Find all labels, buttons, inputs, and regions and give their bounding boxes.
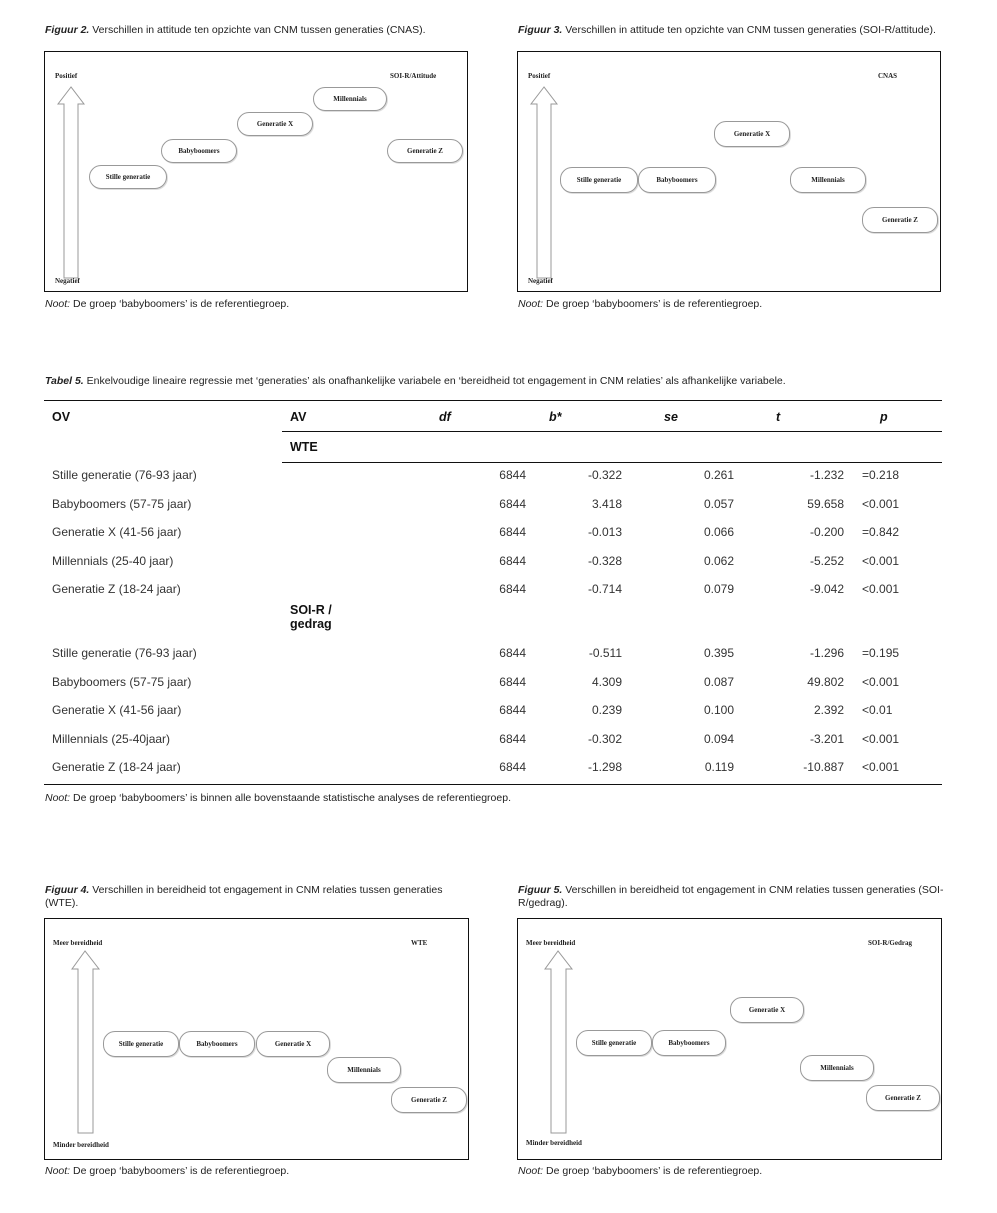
table-bottom-rule bbox=[44, 784, 942, 785]
table-cell: 6844 bbox=[499, 760, 526, 774]
pill-babyboomers: Babyboomers bbox=[638, 167, 716, 193]
pill-generatie-x: Generatie X bbox=[237, 112, 313, 136]
row-label: Generatie Z (18-24 jaar) bbox=[52, 760, 181, 774]
table-cell: =0.842 bbox=[862, 525, 900, 539]
header-b: b* bbox=[549, 410, 562, 424]
figure-5-caption: Figuur 5. Verschillen in bereidheid tot engagement in CNM relaties tussen generaties (SOI-R/gedrag). bbox=[518, 884, 944, 909]
table-cell: 6844 bbox=[499, 496, 526, 511]
pill-millennials: Millennials bbox=[327, 1057, 401, 1083]
header-p: p bbox=[880, 410, 888, 424]
figure-4-note: Noot: De groep ‘babyboomers’ is de referentiegroep. bbox=[45, 1165, 290, 1177]
table-cell: -1.298 bbox=[587, 760, 622, 774]
table-cell: 59.658 bbox=[807, 496, 844, 511]
axis-top-label: Meer bereidheid bbox=[526, 939, 576, 947]
table-cell: 0.119 bbox=[704, 760, 734, 774]
figure-2-note: Noot: De groep ‘babyboomers’ is de referentiegroep. bbox=[45, 298, 290, 310]
table-cell: 0.057 bbox=[703, 496, 734, 511]
group-soi-r-gedrag: SOI-R / gedrag bbox=[290, 603, 332, 631]
table-cell: -3.201 bbox=[809, 731, 844, 746]
table-cell: 49.802 bbox=[807, 674, 844, 689]
header-ov: OV bbox=[52, 410, 71, 424]
pill-babyboomers: Babyboomers bbox=[179, 1031, 255, 1057]
header-df: df bbox=[439, 410, 451, 424]
table-cell: -0.322 bbox=[587, 468, 622, 482]
table-cell: 0.087 bbox=[703, 674, 734, 689]
table-cell: 4.309 bbox=[591, 674, 622, 689]
header-se: se bbox=[664, 410, 678, 424]
table-cell: 0.395 bbox=[703, 646, 734, 660]
pill-generatie-z: Generatie Z bbox=[391, 1087, 467, 1113]
table-top-rule bbox=[44, 400, 942, 401]
axis-bottom-label: Minder bereidheid bbox=[53, 1141, 109, 1149]
row-label: Stille generatie (76-93 jaar) bbox=[52, 468, 197, 482]
table-cell: 0.079 bbox=[703, 582, 734, 596]
table-cell: 6844 bbox=[499, 731, 526, 746]
table-cell: 6844 bbox=[499, 525, 526, 539]
table-cell: =0.218 bbox=[862, 468, 900, 482]
pill-stille-generatie: Stille generatie bbox=[103, 1031, 179, 1057]
table-cell: =0.195 bbox=[862, 646, 900, 660]
axis-top-label: Positief bbox=[528, 72, 551, 80]
row-label: Babyboomers (57-75 jaar) bbox=[52, 674, 192, 689]
row-label: Stille generatie (76-93 jaar) bbox=[52, 646, 197, 660]
table-cell: -5.252 bbox=[809, 553, 844, 568]
row-label: Millennials (25-40jaar) bbox=[52, 731, 171, 746]
table-cell: 6844 bbox=[499, 582, 526, 596]
pill-generatie-x: Generatie X bbox=[730, 997, 804, 1023]
table-cell: -0.714 bbox=[587, 582, 622, 596]
axis-bottom-label: Minder bereidheid bbox=[526, 1139, 582, 1147]
table-cell: 6844 bbox=[499, 674, 526, 689]
group-rule bbox=[282, 462, 942, 463]
pill-millennials: Millennials bbox=[790, 167, 866, 193]
pill-generatie-z: Generatie Z bbox=[866, 1085, 940, 1111]
axis-top-label: Positief bbox=[55, 72, 78, 80]
table-cell: <0.01 bbox=[862, 703, 893, 717]
table-cell: 6844 bbox=[499, 703, 526, 717]
table-cell: -0.200 bbox=[809, 525, 844, 539]
pill-stille-generatie: Stille generatie bbox=[560, 167, 638, 193]
row-label: Generatie X (41-56 jaar) bbox=[52, 703, 182, 717]
figure-5-box bbox=[517, 918, 942, 1160]
header-t: t bbox=[776, 410, 781, 424]
table-cell: 0.100 bbox=[703, 703, 734, 717]
table-cell: -0.328 bbox=[587, 553, 622, 568]
group-wte: WTE bbox=[290, 440, 318, 454]
axis-bottom-label: Negatief bbox=[55, 277, 80, 285]
pill-stille-generatie: Stille generatie bbox=[89, 165, 167, 189]
header-av: AV bbox=[290, 410, 307, 424]
pill-millennials: Millennials bbox=[313, 87, 387, 111]
row-label: Babyboomers (57-75 jaar) bbox=[52, 496, 192, 511]
table-cell: 6844 bbox=[499, 553, 526, 568]
figure-4-box bbox=[44, 918, 469, 1160]
pill-generatie-x: Generatie X bbox=[256, 1031, 330, 1057]
figure-corner-label: SOI-R/Gedrag bbox=[868, 939, 912, 947]
table-cell: 0.066 bbox=[703, 525, 734, 539]
figure-4-caption: Figuur 4. Verschillen in bereidheid tot engagement in CNM relaties tussen generaties (WTE). bbox=[45, 884, 443, 909]
table-cell: 0.239 bbox=[591, 703, 622, 717]
pill-generatie-z: Generatie Z bbox=[387, 139, 463, 163]
figure-corner-label: SOI-R/Attitude bbox=[390, 72, 437, 80]
axis-top-label: Meer bereidheid bbox=[53, 939, 103, 947]
table-cell: 3.418 bbox=[591, 496, 622, 511]
figure-2-caption: Figuur 2. Verschillen in attitude ten opzichte van CNM tussen generaties (CNAS). bbox=[45, 24, 426, 36]
figure-5-note: Noot: De groep ‘babyboomers’ is de referentiegroep. bbox=[518, 1165, 763, 1177]
pill-babyboomers: Babyboomers bbox=[652, 1030, 726, 1056]
figure-corner-label: WTE bbox=[411, 939, 428, 947]
figure-3-box bbox=[517, 51, 941, 292]
table-cell: -0.302 bbox=[587, 731, 622, 746]
table-cell: <0.001 bbox=[862, 731, 900, 746]
table-cell: -1.232 bbox=[809, 468, 844, 482]
table-cell: -0.013 bbox=[587, 525, 622, 539]
row-label: Generatie Z (18-24 jaar) bbox=[52, 582, 181, 596]
table-cell: 6844 bbox=[499, 468, 526, 482]
table-5-caption: Tabel 5. Enkelvoudige lineaire regressie met ‘generaties’ als onafhankelijke variabele en ‘bereidheid tot engagement in CNM relaties’ als afhankelijke variabele. bbox=[45, 375, 786, 387]
table-cell: <0.001 bbox=[862, 760, 900, 774]
pill-babyboomers: Babyboomers bbox=[161, 139, 237, 163]
table-cell: 0.261 bbox=[703, 468, 734, 482]
pill-generatie-x: Generatie X bbox=[714, 121, 790, 147]
table-cell: 0.094 bbox=[703, 731, 734, 746]
table-5-note: Noot: De groep ‘babyboomers’ is binnen alle bovenstaande statistische analyses de referentiegroep. bbox=[45, 792, 511, 804]
row-label: Generatie X (41-56 jaar) bbox=[52, 525, 182, 539]
table-cell: -9.042 bbox=[809, 582, 844, 596]
header-rule bbox=[282, 431, 942, 432]
pill-stille-generatie: Stille generatie bbox=[576, 1030, 652, 1056]
figure-3-note: Noot: De groep ‘babyboomers’ is de referentiegroep. bbox=[518, 298, 763, 310]
table-cell: 6844 bbox=[499, 646, 526, 660]
table-cell: -1.296 bbox=[809, 646, 844, 660]
table-cell: 0.062 bbox=[703, 553, 734, 568]
pill-millennials: Millennials bbox=[800, 1055, 874, 1081]
row-label: Millennials (25-40 jaar) bbox=[52, 553, 174, 568]
table-cell: <0.001 bbox=[862, 496, 900, 511]
table-cell: <0.001 bbox=[862, 674, 900, 689]
table-cell: -10.887 bbox=[803, 760, 844, 774]
table-5 bbox=[44, 400, 942, 790]
figure-corner-label: CNAS bbox=[878, 72, 898, 80]
table-cell: <0.001 bbox=[862, 553, 900, 568]
table-cell: <0.001 bbox=[862, 582, 900, 596]
axis-bottom-label: Negatief bbox=[528, 277, 553, 285]
figure-2-box bbox=[44, 51, 468, 292]
pill-generatie-z: Generatie Z bbox=[862, 207, 938, 233]
table-cell: 2.392 bbox=[813, 703, 844, 717]
table-cell: -0.511 bbox=[588, 646, 622, 660]
figure-3-caption: Figuur 3. Verschillen in attitude ten opzichte van CNM tussen generaties (SOI-R/attitude). bbox=[518, 24, 936, 36]
